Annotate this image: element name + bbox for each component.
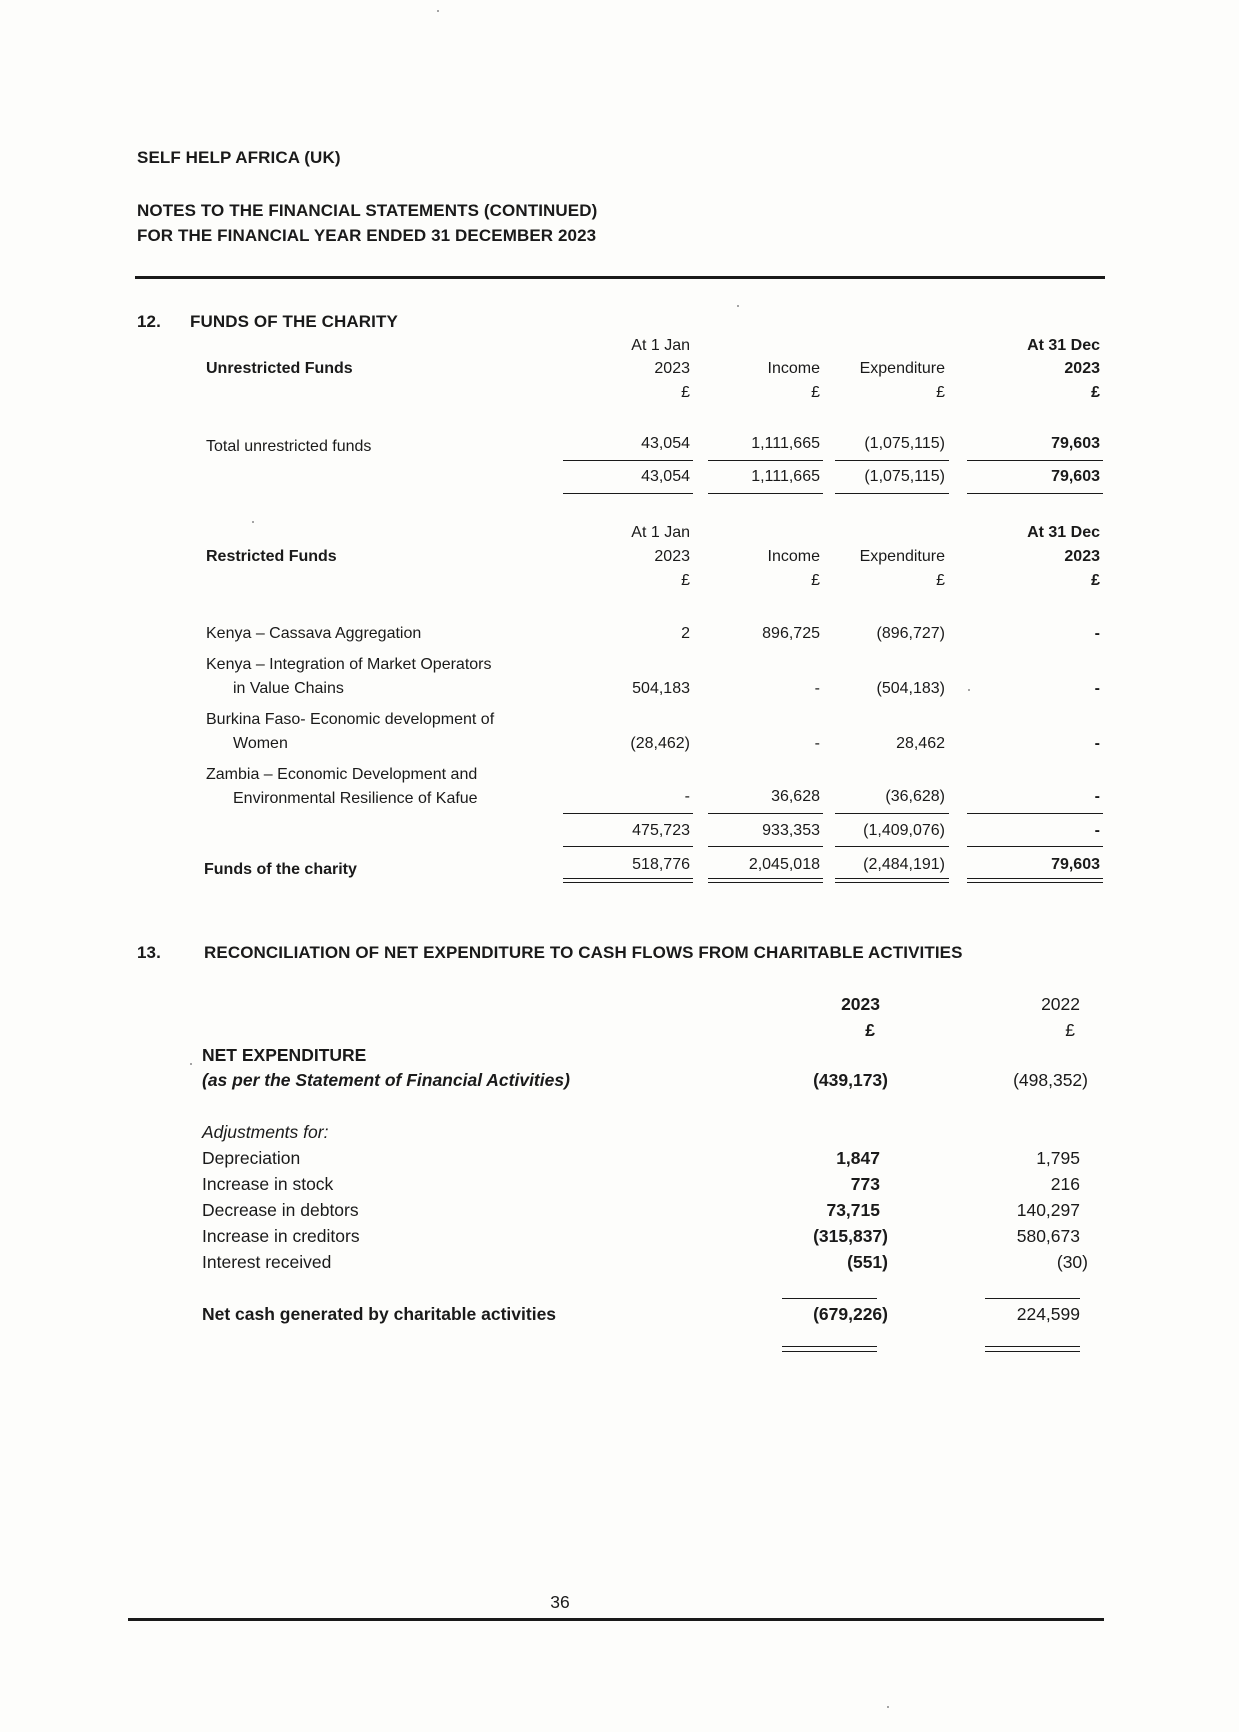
fund-expenditure: (1,075,115): [864, 435, 945, 452]
rule: [835, 813, 949, 814]
scan-speck: [968, 689, 970, 691]
rule: [985, 1346, 1080, 1347]
fund-name-line1: Burkina Faso- Economic development of: [206, 711, 495, 728]
col-header-income: Income: [767, 548, 820, 565]
fund-close: 79,603: [1051, 435, 1100, 452]
restricted-funds-label: Restricted Funds: [206, 548, 337, 565]
currency-income: £: [811, 572, 820, 589]
header-divider: [135, 276, 1105, 279]
col-header-close-line1: At 31 Dec: [1027, 337, 1100, 354]
rule: [835, 460, 949, 461]
fund-name-line2: in Value Chains: [233, 680, 344, 697]
fund-open: -: [684, 788, 690, 805]
adjustment-label: Increase in creditors: [202, 1226, 360, 1246]
fund-open: 504,183: [632, 680, 690, 697]
footer-divider: [128, 1618, 1104, 1621]
subtotal-expenditure: (1,075,115): [864, 468, 945, 485]
subtotal-close: -: [1094, 822, 1100, 839]
fund-open: 43,054: [641, 435, 690, 452]
fund-income: 1,111,665: [751, 435, 820, 452]
net-cash-prior: 224,599: [1016, 1304, 1080, 1324]
subtotal-open: 43,054: [641, 468, 690, 485]
rule: [967, 878, 1103, 879]
year-current: 2023: [841, 994, 880, 1014]
adjustment-label: Interest received: [202, 1252, 332, 1272]
note-12-title: FUNDS OF THE CHARITY: [190, 312, 398, 331]
col-header-income: Income: [767, 360, 820, 377]
currency-income: £: [811, 384, 820, 401]
subtotal-expenditure: (1,409,076): [863, 822, 945, 839]
rule: [967, 493, 1103, 494]
adjustment-prior: 1,795: [1036, 1148, 1080, 1168]
fund-name: Kenya – Cassava Aggregation: [206, 625, 422, 642]
rule: [563, 882, 693, 883]
rule: [967, 846, 1103, 847]
total-close: 79,603: [1051, 856, 1100, 873]
adjustment-current: (551): [847, 1252, 888, 1272]
col-header-open-line1: At 1 Jan: [631, 524, 690, 541]
unrestricted-funds-label: Unrestricted Funds: [206, 360, 353, 377]
adjustment-prior: 140,297: [1016, 1200, 1080, 1220]
adjustment-prior: 580,673: [1016, 1226, 1080, 1246]
fund-close: -: [1094, 680, 1100, 697]
total-expenditure: (2,484,191): [863, 856, 945, 873]
col-header-expenditure: Expenditure: [859, 360, 945, 377]
fund-expenditure: (504,183): [876, 680, 945, 697]
rule: [782, 1351, 877, 1352]
subtotal-income: 1,111,665: [751, 468, 820, 485]
col-header-open-line2: 2023: [654, 548, 690, 565]
adjustment-current: (315,837): [813, 1226, 888, 1246]
currency-expenditure: £: [936, 572, 945, 589]
adjustment-prior: (30): [1056, 1252, 1088, 1272]
fund-open: (28,462): [630, 735, 690, 752]
rule: [708, 878, 823, 879]
rule: [985, 1351, 1080, 1352]
note-12-number: 12.: [137, 312, 161, 331]
rule: [835, 878, 949, 879]
rule: [835, 846, 949, 847]
rule: [708, 882, 823, 883]
col-header-open-line1: At 1 Jan: [631, 337, 690, 354]
scan-speck: [190, 1063, 192, 1065]
fund-income: -: [814, 680, 820, 697]
currency-open: £: [681, 384, 690, 401]
funds-total-label: Funds of the charity: [204, 861, 357, 878]
organisation-name: SELF HELP AFRICA (UK): [137, 148, 341, 167]
rule: [782, 1346, 877, 1347]
net-expenditure-sublabel: (as per the Statement of Financial Activities): [202, 1070, 570, 1090]
rule: [835, 882, 949, 883]
rule: [967, 460, 1103, 461]
fund-expenditure: (36,628): [885, 788, 945, 805]
currency-expenditure: £: [936, 384, 945, 401]
adjustment-label: Depreciation: [202, 1148, 301, 1168]
scan-speck: [737, 305, 739, 307]
fund-name-line1: Zambia – Economic Development and: [206, 766, 478, 783]
scan-speck: [887, 1706, 889, 1708]
rule: [563, 493, 693, 494]
currency-open: £: [681, 572, 690, 589]
rule: [967, 813, 1103, 814]
rule: [563, 878, 693, 879]
adjustments-label: Adjustments for:: [202, 1122, 329, 1142]
total-income: 2,045,018: [748, 856, 820, 873]
adjustment-label: Increase in stock: [202, 1174, 334, 1194]
fund-name: Total unrestricted funds: [206, 438, 372, 455]
col-header-open-line2: 2023: [654, 360, 690, 377]
fund-close: -: [1094, 625, 1100, 642]
net-cash-current: (679,226): [813, 1304, 888, 1324]
col-header-close-line1: At 31 Dec: [1027, 524, 1100, 541]
col-header-expenditure: Expenditure: [859, 548, 945, 565]
currency-current: £: [865, 1020, 875, 1040]
adjustment-current: 1,847: [836, 1148, 880, 1168]
currency-close: £: [1091, 572, 1100, 589]
adjustment-prior: 216: [1050, 1174, 1080, 1194]
rule: [782, 1298, 877, 1299]
fund-expenditure: (896,727): [876, 625, 945, 642]
year-prior: 2022: [1041, 994, 1080, 1014]
net-expenditure-prior: (498,352): [1013, 1070, 1088, 1090]
col-header-close-line2: 2023: [1064, 548, 1100, 565]
scan-speck: [437, 10, 439, 12]
page-title-line-1: NOTES TO THE FINANCIAL STATEMENTS (CONTINUED): [137, 201, 598, 220]
fund-name-line2: Environmental Resilience of Kafue: [233, 790, 478, 807]
fund-name-line2: Women: [233, 735, 288, 752]
subtotal-close: 79,603: [1051, 468, 1100, 485]
note-13-number: 13.: [137, 943, 161, 962]
total-open: 518,776: [632, 856, 690, 873]
rule: [563, 460, 693, 461]
adjustment-current: 773: [850, 1174, 880, 1194]
fund-income: -: [814, 735, 820, 752]
subtotal-income: 933,353: [762, 822, 820, 839]
rule: [563, 846, 693, 847]
rule: [985, 1298, 1080, 1299]
fund-open: 2: [681, 625, 690, 642]
col-header-close-line2: 2023: [1064, 360, 1100, 377]
rule: [708, 813, 823, 814]
rule: [563, 813, 693, 814]
fund-income: 896,725: [762, 625, 820, 642]
adjustment-current: 73,715: [826, 1200, 880, 1220]
net-expenditure-current: (439,173): [813, 1070, 888, 1090]
fund-income: 36,628: [771, 788, 820, 805]
subtotal-open: 475,723: [632, 822, 690, 839]
net-cash-label: Net cash generated by charitable activities: [202, 1304, 557, 1324]
scan-speck: [252, 521, 254, 523]
rule: [708, 493, 823, 494]
rule: [835, 493, 949, 494]
page-number: 36: [550, 1592, 570, 1612]
currency-prior: £: [1065, 1020, 1075, 1040]
net-expenditure-label: NET EXPENDITURE: [202, 1045, 367, 1065]
fund-close: -: [1094, 788, 1100, 805]
note-13-title: RECONCILIATION OF NET EXPENDITURE TO CASH FLOWS FROM CHARITABLE ACTIVITIES: [204, 943, 963, 962]
rule: [708, 460, 823, 461]
fund-expenditure: 28,462: [896, 735, 945, 752]
rule: [708, 846, 823, 847]
currency-close: £: [1091, 384, 1100, 401]
page-title-line-2: FOR THE FINANCIAL YEAR ENDED 31 DECEMBER 2023: [137, 226, 597, 245]
fund-name-line1: Kenya – Integration of Market Operators: [206, 656, 492, 673]
fund-close: -: [1094, 735, 1100, 752]
rule: [967, 882, 1103, 883]
adjustment-label: Decrease in debtors: [202, 1200, 359, 1220]
